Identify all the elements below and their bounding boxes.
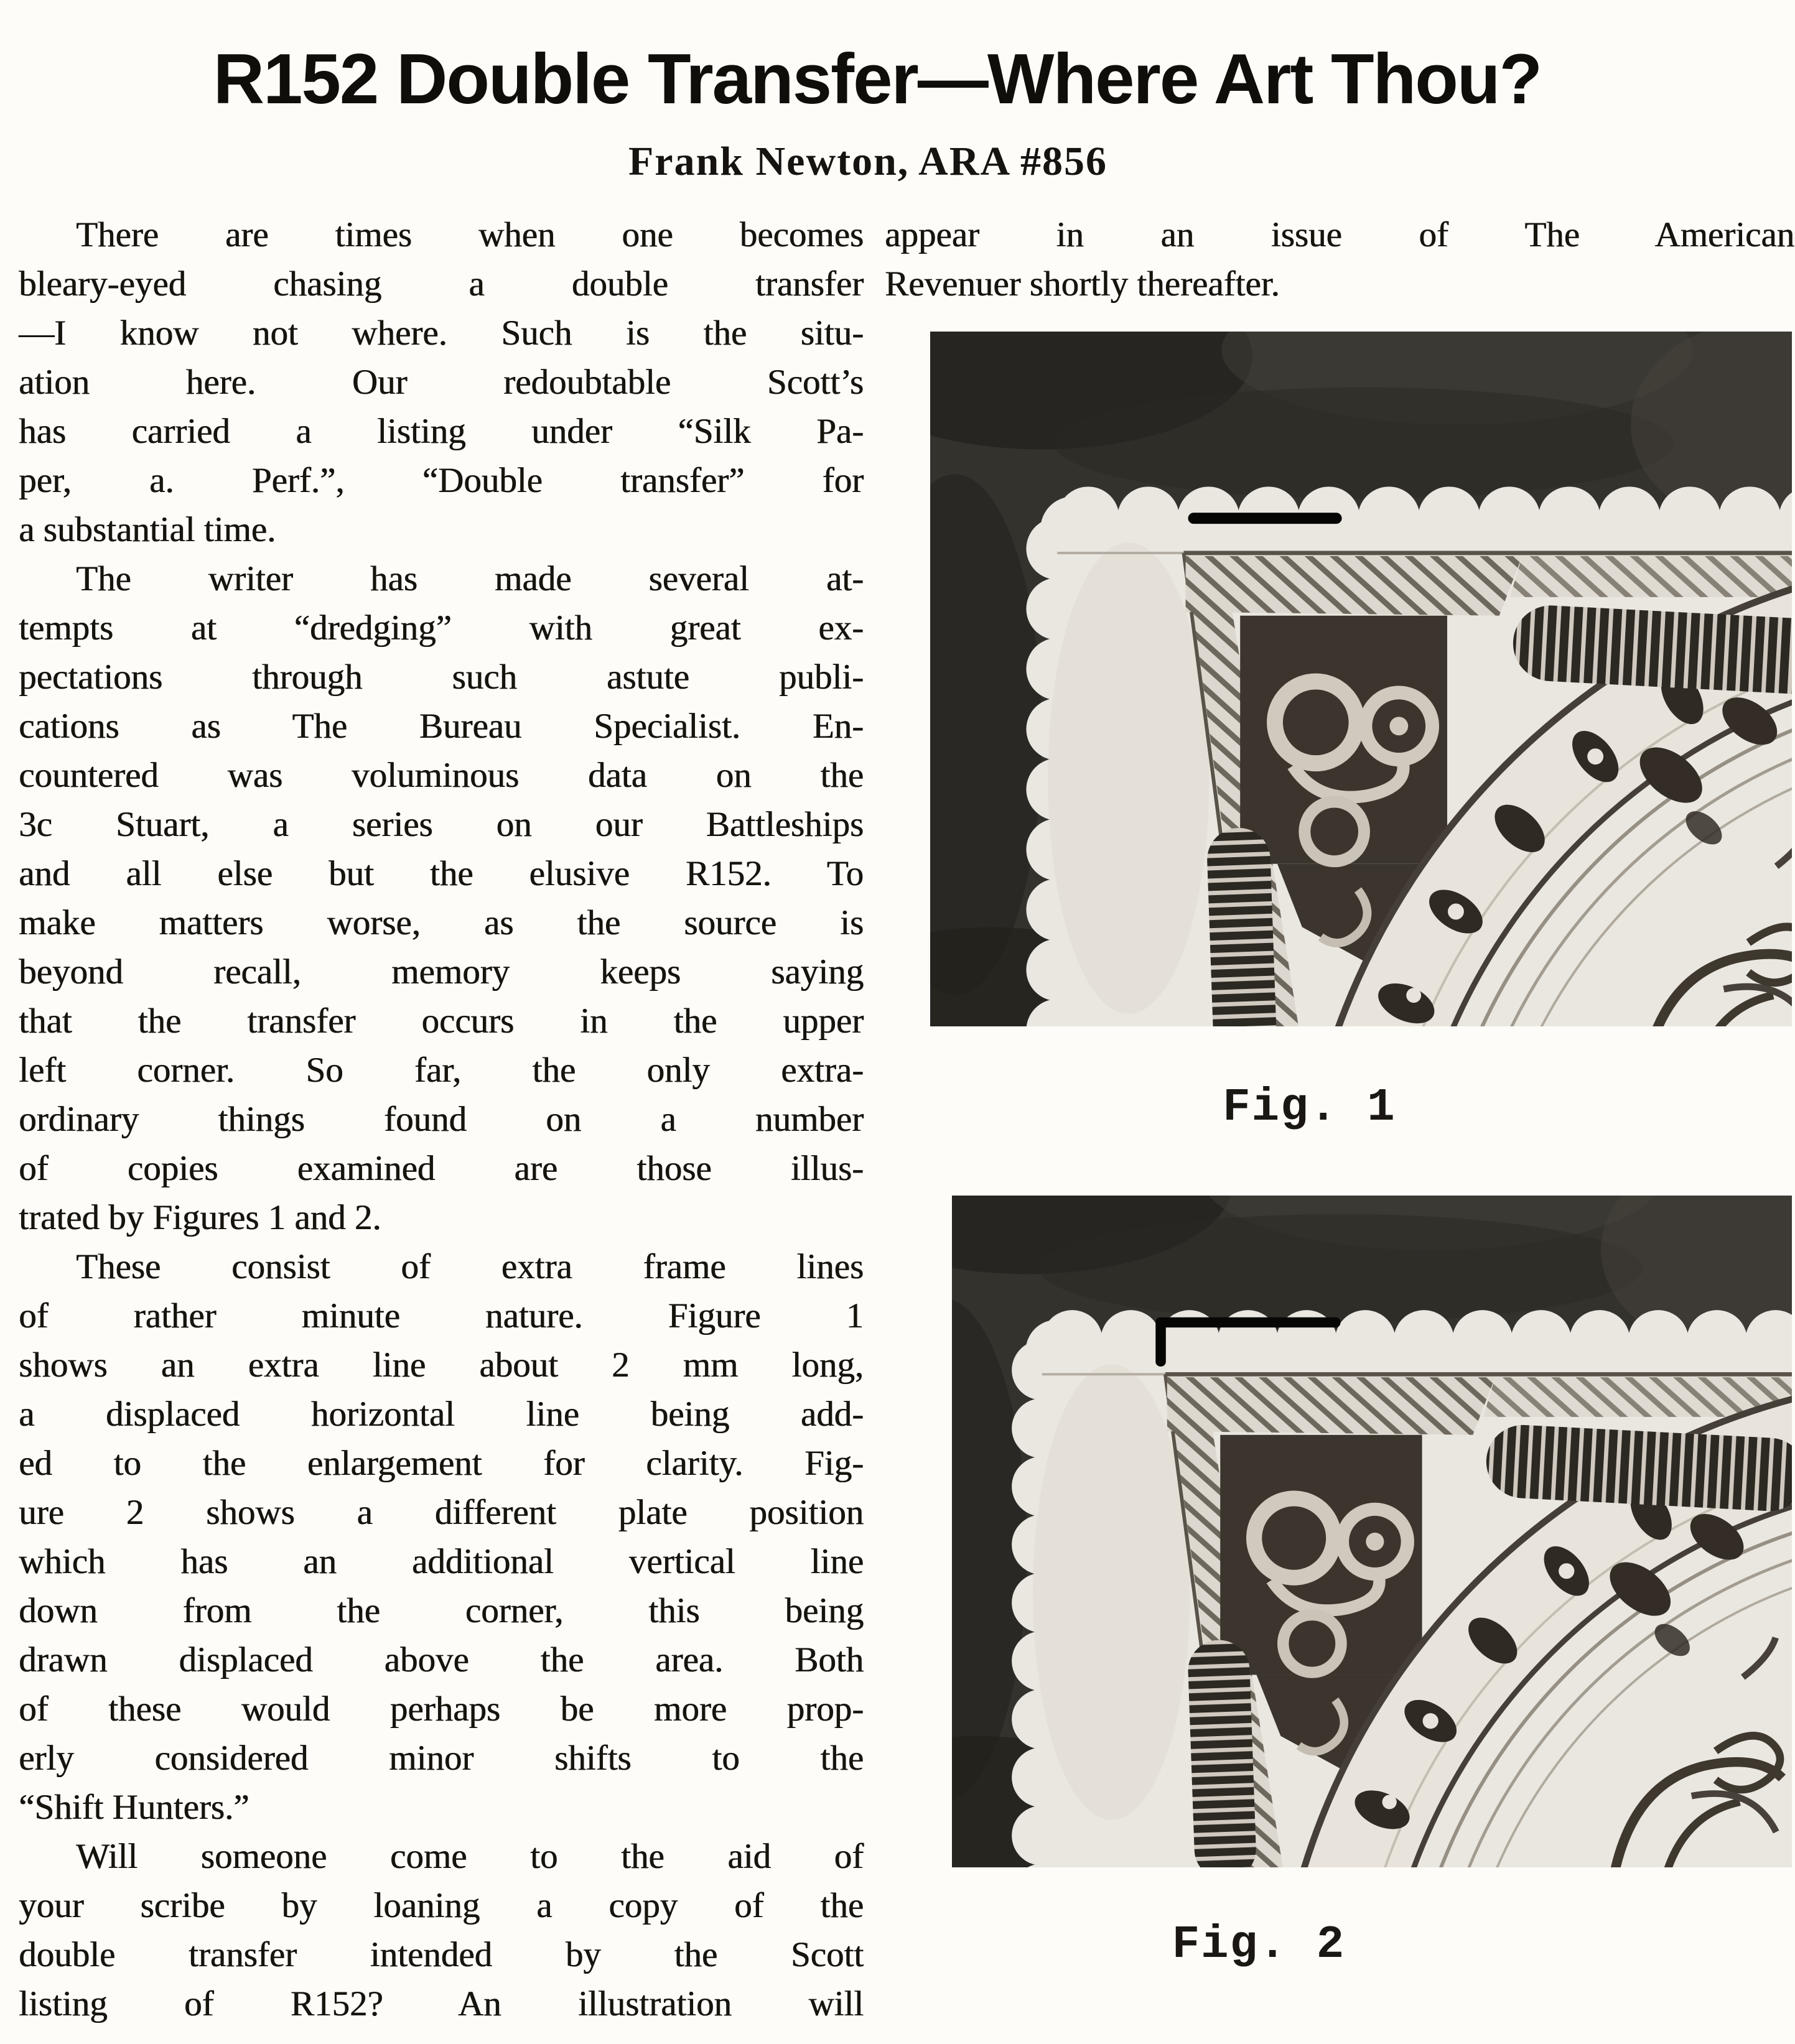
text-line: ure 2 shows a different plate position: [19, 1493, 864, 1532]
text-line: These consist of extra frame lines: [76, 1247, 864, 1286]
text-line: double transfer intended by the Scott: [19, 1935, 864, 1974]
text-line: and all else but the elusive R152. To: [19, 854, 864, 893]
figure-1-caption: Fig. 1: [1223, 1082, 1396, 1134]
text-line: The writer has made several at-: [76, 559, 864, 598]
text-line: cations as The Bureau Specialist. En-: [19, 707, 864, 746]
text-line: Will someone come to the aid of: [76, 1837, 864, 1876]
column-right: [885, 210, 1794, 309]
text-line: countered was voluminous data on the: [19, 756, 864, 795]
annotation-vertical-line: [1155, 1317, 1166, 1367]
text-line: down from the corner, this being: [19, 1591, 864, 1630]
text-line: Revenuer shortly thereafter.: [885, 264, 1280, 304]
text-line: erly considered minor shifts to the: [19, 1739, 864, 1778]
byline: Frank Newton, ARA #856: [628, 139, 1108, 184]
annotation-horizontal-line: [1155, 1317, 1340, 1327]
text-line: per, a. Perf.”, “Double transfer” for: [19, 461, 864, 500]
text-line: ed to the enlargement for clarity. Fig-: [19, 1444, 864, 1483]
text-line: appear in an issue of The American: [885, 215, 1794, 254]
text-line: which has an additional vertical line: [19, 1542, 864, 1581]
text-line: bleary-eyed chasing a double transfer: [19, 264, 864, 304]
column-left: [19, 210, 864, 2028]
text-line: tempts at “dredging” with great ex-: [19, 608, 864, 648]
text-line: of rather minute nature. Figure 1: [19, 1296, 864, 1336]
text-line: ordinary things found on a number: [19, 1100, 864, 1139]
text-line: left corner. So far, the only extra-: [19, 1051, 864, 1090]
stamp-photo-1: [930, 332, 1792, 1026]
text-line: your scribe by loaning a copy of the: [19, 1886, 864, 1925]
figure-2: [952, 1196, 1792, 1867]
figure-1: [930, 332, 1792, 1026]
text-line: trated by Figures 1 and 2.: [19, 1198, 381, 1237]
text-line: 3c Stuart, a series on our Battleships: [19, 805, 864, 844]
text-line: make matters worse, as the source is: [19, 903, 864, 942]
text-line: a displaced horizontal line being add-: [19, 1395, 864, 1434]
annotation-horizontal-line: [1188, 513, 1342, 524]
text-line: shows an extra line about 2 mm long,: [19, 1345, 864, 1385]
text-line: drawn displaced above the area. Both: [19, 1640, 864, 1679]
stamp-photo-2: [952, 1196, 1792, 1867]
text-line: listing of R152? An illustration will: [19, 1984, 864, 2023]
text-line: a substantial time.: [19, 510, 276, 549]
text-line: that the transfer occurs in the upper: [19, 1001, 864, 1041]
text-line: pectations through such astute publi-: [19, 657, 864, 697]
figure-2-caption: Fig. 2: [1172, 1919, 1346, 1971]
page-title: R152 Double Transfer—Where Art Thou?: [213, 40, 1542, 119]
text-line: has carried a listing under “Silk Pa-: [19, 412, 864, 451]
text-line: beyond recall, memory keeps saying: [19, 952, 864, 992]
text-line: —I know not where. Such is the situ-: [19, 314, 864, 353]
text-line: of these would perhaps be more prop-: [19, 1689, 864, 1729]
text-line: “Shift Hunters.”: [19, 1788, 249, 1827]
text-line: of copies examined are those illus-: [19, 1149, 864, 1188]
text-line: ation here. Our redoubtable Scott’s: [19, 363, 864, 402]
text-line: There are times when one becomes: [76, 215, 864, 254]
